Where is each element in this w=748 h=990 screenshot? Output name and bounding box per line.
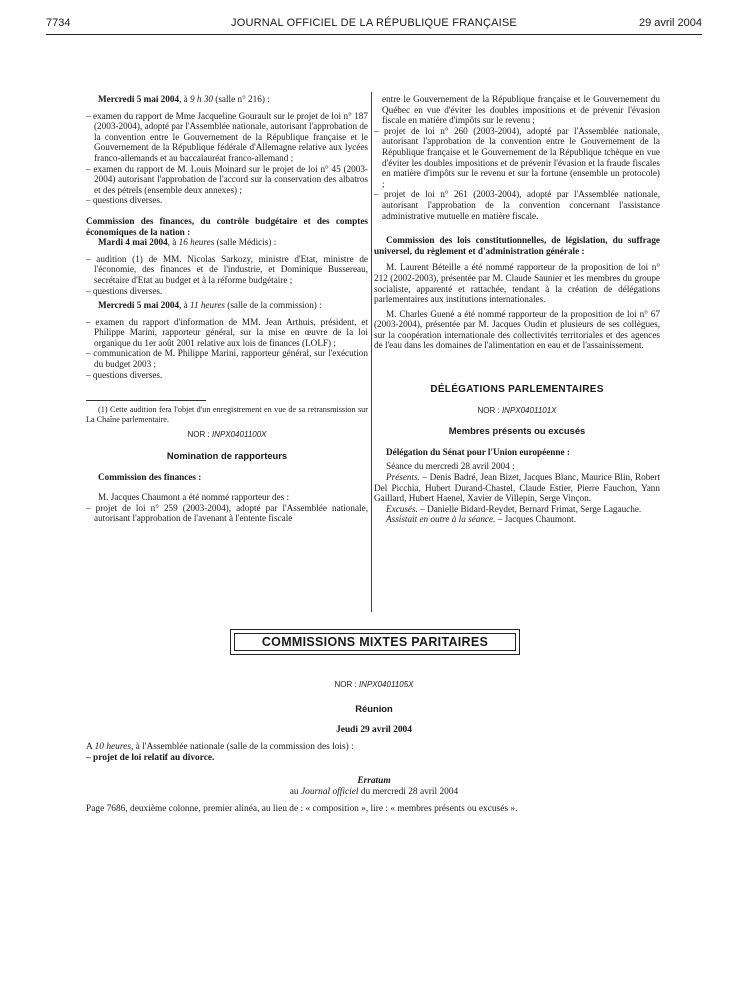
section-box-title: COMMISSIONS MIXTES PARITAIRES: [234, 633, 516, 651]
erratum-text: Page 7686, deuxième colonne, premier alinéa, au lieu de : « composition », lire : « membres présents ou excusés ».: [86, 804, 518, 814]
commission-heading: Commission des lois constitutionnelles, de législation, du suffrage universel, du règlement et d'administration générale :: [374, 235, 660, 256]
reunion-title: Réunion: [355, 703, 393, 714]
header-rule: [46, 34, 702, 35]
section-box: [230, 629, 520, 655]
footnote-rule: [86, 400, 206, 401]
bill-item-continued: entre le Gouvernement de la République française et le Gouvernement du Québec en vue d'éviter les doubles impositions et de prévenir l'évasion fiscale en matière d'impôts sur le revenu ;: [382, 94, 660, 126]
footnote: (1) Cette audition fera l'objet d'un enregistrement en vue de sa retransmission sur La Chaîne parlementaire.: [86, 405, 368, 424]
nor-reference: NOR : INPX0401101X: [477, 405, 557, 415]
agenda-item: – questions diverses.: [86, 195, 163, 206]
presents-list: Présents. – Denis Badré, Jean Bizet, Jacques Blanc, Maurice Blin, Robert Del Picchia, Hubert Durand-Chastel, Claude Estier, Pierre Fauchon, Yann Gaillard, Hubert Haenel, Xavier de Villepin, Serge Vinçon.: [374, 472, 660, 504]
journal-title: JOURNAL OFFICIEL DE LA RÉPUBLIQUE FRANÇAISE: [231, 17, 517, 29]
session-time: 11 heures: [190, 300, 225, 311]
session-time: 9 h 30: [190, 94, 213, 104]
nomination-text: M. Laurent Béteille a été nommé rapporteur de la proposition de loi n° 212 (2002-2003), présentée par M. Claude Saunier et les membres du groupe socialiste, apparenté et rattachée, tendant à la création de délégations parlementaires aux institutions internationales.: [374, 262, 660, 305]
agenda-item: – communication de M. Philippe Marini, rapporteur général, sur l'exécution du budget 2003 ;: [86, 348, 368, 370]
agenda-item: – examen du rapport de Mme Jacqueline Gourault sur le projet de loi n° 187 (2003-2004), adopté par l'Assemblée nationale, autorisant l'approbation de la convention entre le Gouvernement de la République française et le Gouvernement de la République fédérale d'Allemagne relative aux lycées franco-allemands et au baccalauréat franco-allemand ;: [86, 110, 369, 163]
left-column: [86, 94, 368, 524]
excuses-list: Excusés. – Danielle Bidard-Reydet, Bernard Frimat, Serge Lagauche.: [386, 503, 642, 514]
page-header: [46, 17, 702, 33]
agenda-item: – examen du rapport d'information de MM. Jean Arthuis, président, et Philippe Marini, rapporteur général, sur la mise en œuvre de la loi organique du 1er août 2001 relative aux lois de finances (LOLF) ;: [86, 316, 368, 348]
session-date: Mercredi 5 mai 2004: [98, 300, 180, 311]
erratum-reference: au Journal officiel du mercredi 28 avril 2004: [289, 787, 459, 797]
reunion-block: [86, 703, 662, 714]
agenda-item: – examen du rapport de M. Louis Moinard sur le projet de loi n° 45 (2003-2004) autorisant l'approbation de l'accord sur la conservation des albatros et des pétrels (ensemble deux annexes) ;: [86, 163, 368, 195]
session-heading: Mercredi 5 mai 2004, à 11 heures (salle de la commission) :: [98, 300, 322, 311]
agenda-item: – audition (1) de MM. Nicolas Sarkozy, ministre d'Etat, ministre de l'économie, des finances et de l'industrie, et Dominique Bussereau, secrétaire d'Etat au budget et à la réforme budgétaire ;: [86, 253, 368, 285]
meeting-time-place: A 10 heures, à l'Assemblée nationale (salle de la commission des lois) :: [86, 742, 354, 752]
seance-date: Séance du mercredi 28 avril 2004 :: [386, 461, 515, 472]
page-number: 7734: [46, 17, 71, 29]
bill-item: – projet de loi n° 261 (2003-2004), adopté par l'Assemblée nationale, autorisant l'approbation de la convention concernant l'assistance administrative mutuelle en matière fiscale.: [374, 189, 660, 221]
bill-item: – projet de loi n° 260 (2003-2004), adopté par l'Assemblée nationale, autorisant l'approbation de la convention entre le Gouvernement de la République française et le Gouvernement de la République tchèque en vue d'éviter les doubles impositions et de prévenir l'évasion et la fraude fiscales en matière d'impôts sur le revenu et sur la fortune (ensemble un protocole) ;: [374, 125, 660, 189]
nomination-text: M. Charles Guené a été nommé rapporteur de la proposition de loi n° 67 (2003-2004), présentée par M. Jacques Oudin et plusieurs de ses collègues, sur la coopération internationale des collectivités territoriales et des agences de l'eau dans les domaines de l'alimentation en eau et de l'assainissement.: [374, 308, 660, 351]
commission-heading: Commission des finances, du contrôle budgétaire et des comptes économiques de la nation :: [86, 215, 368, 237]
meeting-block: [86, 725, 662, 764]
session-time: 16 heures: [178, 237, 215, 248]
session-heading: Mardi 4 mai 2004, à 16 heures (salle Médicis) :: [98, 237, 277, 248]
delegation-heading: Délégation du Sénat pour l'Union européenne :: [386, 446, 570, 457]
meeting-agenda-item: – projet de loi relatif au divorce.: [86, 753, 215, 763]
section-title: DÉLÉGATIONS PARLEMENTAIRES: [430, 384, 604, 396]
session-heading: Mercredi 5 mai 2004, à 9 h 30 (salle n° 216) :: [98, 94, 270, 104]
column-separator: [371, 92, 372, 612]
erratum-block: [86, 776, 662, 815]
session-date: Mardi 4 mai 2004: [98, 237, 168, 248]
agenda-item: – questions diverses.: [86, 369, 163, 380]
nomination-title: Nomination de rapporteurs: [166, 450, 288, 462]
nor-reference: NOR : INPX0401100X: [187, 430, 267, 440]
members-title: Membres présents ou excusés: [448, 425, 586, 437]
nomination-text: M. Jacques Chaumont a été nommé rapporteur des :: [98, 492, 290, 503]
cmp-nor: [86, 679, 662, 690]
nor-reference: NOR : INPX0401105X: [334, 680, 414, 689]
issue-date: 29 avril 2004: [639, 17, 702, 29]
bill-item: – projet de loi n° 259 (2003-2004), adopté par l'Assemblée nationale, autorisant l'approbation de l'avenant à l'entente fiscale: [86, 502, 368, 524]
agenda-item: – questions diverses.: [86, 285, 163, 296]
commission-heading: Commission des finances :: [98, 471, 202, 482]
meeting-date: Jeudi 29 avril 2004: [336, 725, 412, 735]
erratum-title: Erratum: [357, 776, 391, 786]
attendance-note: Assistait en outre à la séance. – Jacques Chaumont.: [386, 514, 577, 525]
right-column: [374, 94, 660, 525]
session-date: Mercredi 5 mai 2004: [98, 94, 180, 104]
